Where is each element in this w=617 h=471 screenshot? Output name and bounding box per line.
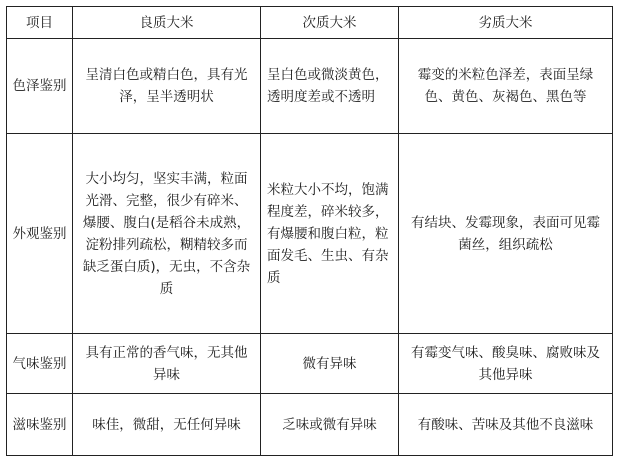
cell-good-color: 呈清白色或精白色，具有光泽，呈半透明状 (73, 39, 261, 134)
cell-medium-appearance: 米粒大小不均，饱满程度差，碎米较多，有爆腰和腹白粒，粒面发毛、生虫、有杂质 (261, 134, 399, 334)
table-header-row (7, 7, 613, 39)
row-label-smell: 气味鉴别 (7, 334, 73, 394)
table-row-taste (7, 394, 613, 456)
cell-medium-color: 呈白色或微淡黄色，透明度差或不透明 (261, 39, 399, 134)
cell-poor-taste: 有酸味、苦味及其他不良滋味 (399, 394, 613, 456)
header-poor-rice: 劣质大米 (399, 7, 613, 39)
cell-medium-taste: 乏味或微有异味 (261, 394, 399, 456)
cell-good-appearance: 大小均匀，坚实丰满，粒面光滑、完整，很少有碎米、爆腰、腹白(是稻谷未成熟，淀粉排列疏松，糊精较多而缺乏蛋白质)，无虫，不含杂质 (73, 134, 261, 334)
cell-poor-appearance: 有结块、发霉现象，表面可见霉菌丝，组织疏松 (399, 134, 613, 334)
header-medium-rice: 次质大米 (261, 7, 399, 39)
table-row-color (7, 39, 613, 134)
cell-good-taste: 味佳，微甜，无任何异味 (73, 394, 261, 456)
cell-poor-color: 霉变的米粒色泽差，表面呈绿色、黄色、灰褐色、黑色等 (399, 39, 613, 134)
cell-poor-smell: 有霉变气味、酸臭味、腐败味及其他异味 (399, 334, 613, 394)
rice-quality-table (6, 6, 613, 456)
cell-medium-smell: 微有异味 (261, 334, 399, 394)
table-row-smell (7, 334, 613, 394)
row-label-color: 色泽鉴别 (7, 39, 73, 134)
header-good-rice: 良质大米 (73, 7, 261, 39)
cell-good-smell: 具有正常的香气味，无其他异味 (73, 334, 261, 394)
row-label-taste: 滋味鉴别 (7, 394, 73, 456)
header-item: 项目 (7, 7, 73, 39)
row-label-appearance: 外观鉴别 (7, 134, 73, 334)
table-row-appearance (7, 134, 613, 334)
